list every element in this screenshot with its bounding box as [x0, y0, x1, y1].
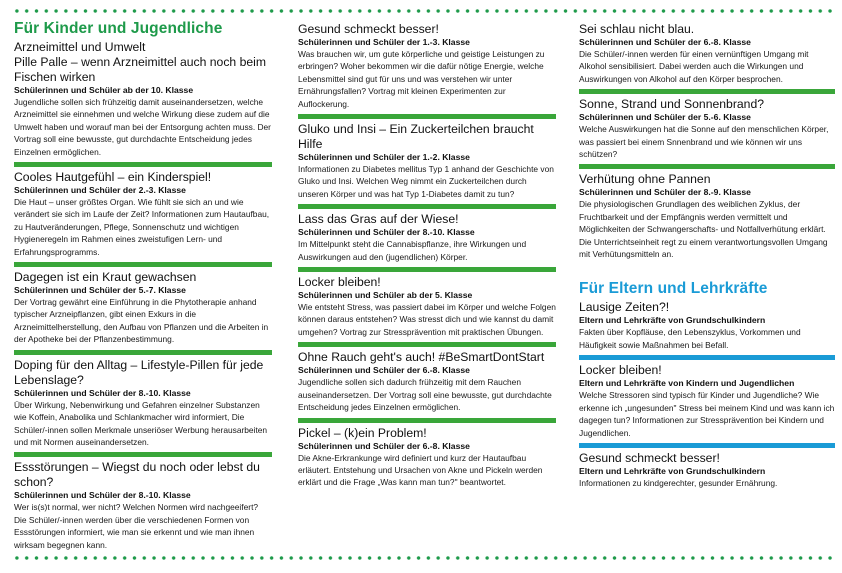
course-description: Im Mittelpunkt steht die Cannabispflanze, ihre Wirkungen und Auswirkungen aud den (jugendlichen) Körper.: [298, 239, 527, 262]
separator-bar: [579, 355, 835, 360]
course-description: Welche Auswirkungen hat die Sonne auf den menschlichen Körper, was passiert bei einem Snnenbrand und wie können wir uns schützen?: [579, 124, 829, 160]
separator-bar: [298, 204, 556, 209]
course-title: Lass das Gras auf der Wiese!: [298, 212, 459, 227]
course-item: [14, 40, 272, 158]
course-item: [14, 460, 272, 551]
column-3: [579, 22, 835, 489]
course-item: [298, 122, 556, 200]
separator-bar: [14, 262, 272, 267]
course-item: [14, 170, 272, 258]
course-title: Dagegen ist ein Kraut gewachsen: [14, 270, 197, 285]
course-title: Cooles Hautgefühl – ein Kinderspiel!: [14, 170, 212, 185]
course-description: Die Haut – unser größtes Organ. Wie fühlt sie sich an und wie verändert sie sich im Laufe der Zeit? Informationen zum Hautaufbau, zu Hautveränderungen, Pflege, Sonnenschutz und wichtigen Hygieneregeln im Rahmen eines zweistufigen Lern- und Erfahrungsprogramms.: [14, 197, 270, 257]
course-audience: Schülerinnen und Schüler ab der 5. Klasse: [298, 290, 473, 301]
course-title: Pickel – (k)ein Problem!: [298, 425, 427, 440]
course-title: Sei schlau nicht blau.: [579, 22, 695, 36]
course-title-line: Arzneimittel und Umwelt: [14, 40, 146, 54]
course-description: Welche Stressoren sind typisch für Kinder und Jugendliche? Wie erkenne ich „ungesunden" Stress bei meinem Kind und was kann ich dagegen tun? Informationen zur Stressprävention bei Kindern und Jugendlichen.: [579, 390, 835, 438]
separator-bar: [14, 452, 272, 457]
course-audience: Schülerinnen und Schüler der 1.-2. Klasse: [298, 152, 470, 163]
course-description: Über Wirkung, Nebenwirkung und Gefahren einzelner Substanzen wie Koffein, Anabolika und Schlankmacher wird informiert, Die Schüler/-innen sollen Merkmale unseriöser Werbung herausarbeiten und mit Normen auseinandersetzen.: [14, 399, 268, 447]
course-title: Doping für den Alltag – Lifestyle-Pillen für jede Lebenslage?: [14, 357, 264, 387]
course-item: [579, 300, 835, 351]
course-item: [298, 350, 556, 413]
course-item: [14, 358, 272, 449]
course-item: [579, 97, 835, 160]
course-audience: Eltern und Lehrkräfte von Grundschulkindern: [579, 315, 766, 326]
course-audience: Schülerinnen und Schüler der 8.-10. Klasse: [298, 227, 475, 238]
course-audience: Schülerinnen und Schüler der 2.-3. Klasse: [14, 185, 186, 196]
separator-bar: [579, 443, 835, 448]
course-description: Der Vortrag gewährt eine Einführung in die Phytotherapie anhand typischer Arzneipflanzen, gibt einen Exkurs in die Arzneimittelherstellung, den Aufbau von Pflanzen und die Arbeiten in der Apotheke bei der Pflanzenbestimmung.: [14, 297, 269, 345]
course-item: [579, 22, 835, 85]
dotted-border-bottom: [12, 556, 834, 560]
course-audience: Schülerinnen und Schüler der 8.-9. Klasse: [579, 187, 751, 198]
course-description: Jugendliche sollen sich dadurch frühzeitig mit dem Rauchen auseinandersetzen. Der Vortrag soll eine bewusste, gut durchdachte Entscheidung jedes Einzelnen ermöglichen.: [298, 377, 552, 413]
separator-bar: [298, 267, 556, 272]
course-description: Fakten über Kopfläuse, den Lebenszyklus, Vorkommen und Häufigkeit sowie Maßnahmen bei Befall.: [579, 327, 801, 350]
course-audience: Eltern und Lehrkräfte von Grundschulkindern: [579, 465, 766, 476]
course-item: [298, 426, 556, 489]
separator-bar: [579, 89, 835, 94]
course-description: Informationen zu Diabetes mellitus Typ 1 anhand der Geschichte von Gluko und Insi. Welchen Weg nimmt ein Zuckerteilchen durch unseren Körper und was hat Typ 1-Diabetes damit zu tun?: [298, 164, 554, 199]
section-heading-parents: Für Eltern und Lehrkräfte: [579, 280, 768, 298]
course-audience: Schülerinnen und Schüler der 8.-10. Klasse: [14, 490, 191, 501]
separator-bar: [579, 164, 835, 169]
course-audience: Schülerinnen und Schüler der 5.-6. Klasse: [579, 112, 751, 123]
course-description: Informationen zu kindgerechter, gesunder Ernährung.: [579, 477, 778, 488]
course-audience: Schülerinnen und Schüler der 6.-8. Klasse: [298, 440, 470, 451]
course-title: Locker bleiben!: [579, 363, 662, 378]
course-title: Essstörungen – Wiegst du noch oder lebst du schon?: [14, 460, 260, 490]
course-audience: Schülerinnen und Schüler ab der 10. Klasse: [14, 85, 194, 95]
course-item: [579, 363, 835, 439]
course-audience: Schülerinnen und Schüler der 6.-8. Klasse: [579, 37, 751, 47]
course-description: Die Akne-Erkrankunge wird definiert und kurz der Hautaufbau erläutert. Entstehung und Ursachen von Akne und Pickeln werden erklärt und die Frage „Was kann man tun?" beantwortet.: [298, 452, 543, 488]
course-description: Jugendliche sollen sich frühzeitig damit auseinandersetzen, welche Arzneimittel sie einnehmen und welche Wirkung diese zudem auf die Umwelt haben und worauf man bei der Entsorgung achten muss. Der Vortrag soll eine bewusste, gut durchdachte Entscheidung jedes Einzelnen ermöglichen.: [14, 97, 271, 157]
course-title: Locker bleiben!: [298, 275, 381, 290]
course-title: Gesund schmeckt besser!: [298, 22, 439, 36]
course-item: [298, 275, 556, 338]
course-title-line: Pille Palle – wenn Arzneimittel auch noch beim Fischen wirken: [14, 55, 267, 84]
course-item: [14, 270, 272, 346]
course-description: Die physiologischen Grundlagen des weiblichen Zyklus, der Fruchtbarkeit und der Empfängnis werden vermittelt und Möglichkeiten der Schwangerschafts- und Notfallverhütung erklärt. Die Unterrichtseinheit regt zu einem verantwortungsvollen Umgang mit Verhütungsmitteln an.: [579, 199, 828, 260]
course-audience: Schülerinnen und Schüler der 6.-8. Klasse: [298, 365, 470, 376]
course-audience: Schülerinnen und Schüler der 8.-10. Klasse: [14, 387, 191, 398]
course-audience: Eltern und Lehrkräfte von Kindern und Jugendlichen: [579, 378, 795, 389]
course-item: [298, 22, 556, 110]
dotted-border-top: [12, 9, 834, 13]
separator-bar: [298, 418, 556, 423]
separator-bar: [14, 350, 272, 355]
course-item: [579, 172, 835, 260]
course-description: Wie entsteht Stress, was passiert dabei im Körper und welche Folgen können daraus entstehen? Was stresst dich und wie kannst du damit umgehen? Vortrag zur Stressprävention mit praktischen Übungen.: [298, 302, 556, 337]
course-title: Verhütung ohne Pannen: [579, 172, 711, 187]
course-description: Was brauchen wir, um gute körperliche und geistige Leistungen zu erbringen? Woher bekommen wir die dafür nötige Energie, welche Lebensmittel sind gut für uns und was verstehen wir unter Ernährungsfallen? Vortrag mit kleinen Experimenten zur Auflockerung.: [298, 49, 545, 109]
course-description: Die Schüler/-innen werden für einen vernünftigen Umgang mit Alkohol sensibilisiert. Dabei werden auch die Wirkungen und Auswirkungen von Alkohol auf den Körper besprochen.: [579, 49, 809, 84]
separator-bar: [14, 162, 272, 167]
course-title: Gluko und Insi – Ein Zuckerteilchen braucht Hilfe: [298, 122, 534, 152]
course-title: Lausige Zeiten?!: [579, 300, 670, 315]
column-1: [14, 18, 272, 551]
course-audience: Schülerinnen und Schüler der 1.-3. Klasse: [298, 37, 470, 47]
column-2: [298, 22, 556, 489]
course-description: Wer is(s)t normal, wer nicht? Welchen Normen wird nachgeeifert? Die Schüler/-innen werden über die verschiedenen Formen von Essstörungen informiert, wie man sie erkennt und wie man ihnen wirksam begegnen kann.: [14, 502, 259, 550]
course-title: Gesund schmeckt besser!: [579, 450, 720, 465]
course-item: [298, 212, 556, 263]
separator-bar: [298, 114, 556, 119]
course-title: Ohne Rauch geht's auch! #BeSmartDontStart: [298, 350, 545, 365]
course-item: [579, 451, 835, 489]
separator-bar: [298, 342, 556, 347]
section-heading-kids: Für Kinder und Jugendliche: [14, 20, 223, 37]
course-title: Sonne, Strand und Sonnenbrand?: [579, 97, 764, 112]
course-audience: Schülerinnen und Schüler der 5.-7. Klasse: [14, 285, 186, 296]
